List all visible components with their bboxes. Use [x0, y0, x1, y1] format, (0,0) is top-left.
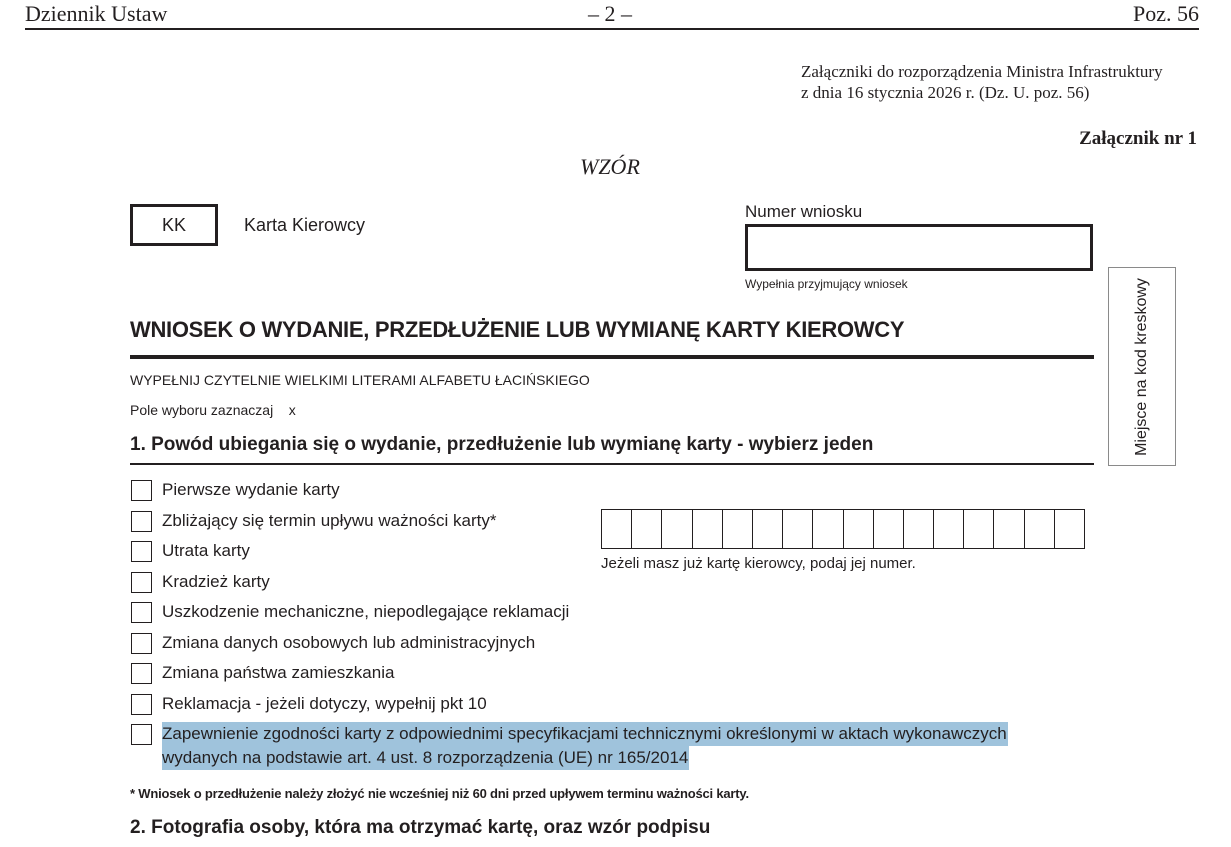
reason-option[interactable] [131, 633, 535, 655]
reason-label: Zmiana państwa zamieszkania [162, 663, 395, 682]
card-number-cell[interactable] [994, 510, 1024, 548]
form-code-name: Karta Kierowcy [244, 215, 366, 235]
card-number-cell[interactable] [632, 510, 662, 548]
header-divider [25, 28, 1199, 30]
reason-checkbox[interactable] [131, 724, 152, 745]
card-number-cell[interactable] [662, 510, 692, 548]
card-number-cell[interactable] [874, 510, 904, 548]
card-number-cell[interactable] [723, 510, 753, 548]
reason-option[interactable] [131, 541, 250, 563]
reason-label: Kradzież karty [162, 571, 270, 591]
annex-note-line1: Załączniki do rozporządzenia Ministra Infrastruktury [801, 62, 1163, 81]
reason-label: Zmiana danych osobowych lub administracyjnych [162, 632, 536, 652]
footnote: * Wniosek o przedłużenie należy złożyć nie wcześniej niż 60 dni przed upływem terminu ważności karty. [130, 786, 749, 801]
form-title: WNIOSEK O WYDANIE, PRZEDŁUŻENIE LUB WYMIANĘ KARTY KIEROWCY [130, 317, 905, 342]
reason-option[interactable] [131, 724, 1008, 770]
application-number-hint: Wypełnia przyjmujący wniosek [745, 277, 908, 291]
section1-divider [130, 463, 1094, 465]
card-number-cell[interactable] [934, 510, 964, 548]
reason-label: Uszkodzenie mechaniczne, niepodlegające reklamacji [162, 602, 570, 621]
section1-title: 1. Powód ubiegania się o wydanie, przedłużenie lub wymianę karty - wybierz jeden [130, 434, 874, 455]
barcode-area-label: Miejsce na kod kreskowy [1133, 277, 1150, 456]
card-number-cell[interactable] [1025, 510, 1055, 548]
annex-note [801, 61, 1163, 103]
journal-name: Dziennik Ustaw [25, 1, 168, 26]
reason-label: Reklamacja - jeżeli dotyczy, wypełnij pkt 10 [162, 693, 487, 713]
card-number-cell[interactable] [1055, 510, 1085, 548]
checkbox-instruction: Pole wyboru zaznaczaj x [130, 402, 296, 418]
reason-label: Zbliżający się termin upływu ważności karty* [162, 510, 497, 530]
reason-option[interactable] [131, 602, 569, 624]
reason-checkbox[interactable] [131, 541, 152, 562]
reason-checkbox[interactable] [131, 480, 152, 501]
reason-checkbox[interactable] [131, 511, 152, 532]
fill-instruction: WYPEŁNIJ CZYTELNIE WIELKIMI LITERAMI ALFABETU ŁACIŃSKIEGO [130, 372, 590, 388]
reason-option[interactable] [131, 480, 340, 502]
card-number-cell[interactable] [964, 510, 994, 548]
form-code-box [130, 204, 218, 246]
reason-label-line2: wydanych na podstawie art. 4 ust. 8 rozporządzenia (UE) nr 165/2014 [162, 746, 689, 770]
annex-number: Załącznik nr 1 [1079, 128, 1197, 149]
barcode-area [1108, 267, 1176, 466]
card-number-hint: Jeżeli masz już kartę kierowcy, podaj jej numer. [601, 555, 916, 572]
application-number-field[interactable] [745, 224, 1093, 271]
reason-option[interactable] [131, 663, 394, 685]
reason-label: Utrata karty [162, 541, 250, 560]
template-label: WZÓR [580, 154, 640, 179]
reason-label: Pierwsze wydanie karty [162, 480, 340, 499]
card-number-cell[interactable] [844, 510, 874, 548]
reason-label-line1: Zapewnienie zgodności karty z odpowiednimi specyfikacjami technicznymi określonymi w aktach wykonawczych [162, 722, 1008, 746]
card-number-cell[interactable] [753, 510, 783, 548]
position-number: Poz. 56 [1133, 1, 1199, 26]
card-number-cell[interactable] [602, 510, 632, 548]
reason-checkbox[interactable] [131, 663, 152, 684]
annex-note-line2: z dnia 16 stycznia 2026 r. (Dz. U. poz. 56) [801, 83, 1090, 102]
reason-checkbox[interactable] [131, 633, 152, 654]
page-number: – 2 – [588, 1, 632, 26]
card-number-cell[interactable] [904, 510, 934, 548]
reason-option[interactable] [131, 511, 496, 533]
reason-option[interactable] [131, 694, 487, 716]
card-number-field[interactable] [601, 509, 1085, 549]
application-number-label: Numer wniosku [745, 202, 863, 221]
reason-checkbox[interactable] [131, 572, 152, 593]
card-number-cell[interactable] [813, 510, 843, 548]
card-number-cell[interactable] [693, 510, 723, 548]
title-divider [130, 355, 1094, 359]
section2-title: 2. Fotografia osoby, która ma otrzymać kartę, oraz wzór podpisu [130, 817, 711, 838]
card-number-cell[interactable] [783, 510, 813, 548]
form-code: KK [161, 214, 186, 235]
reason-option[interactable] [131, 572, 270, 594]
reason-checkbox[interactable] [131, 602, 152, 623]
reason-checkbox[interactable] [131, 694, 152, 715]
